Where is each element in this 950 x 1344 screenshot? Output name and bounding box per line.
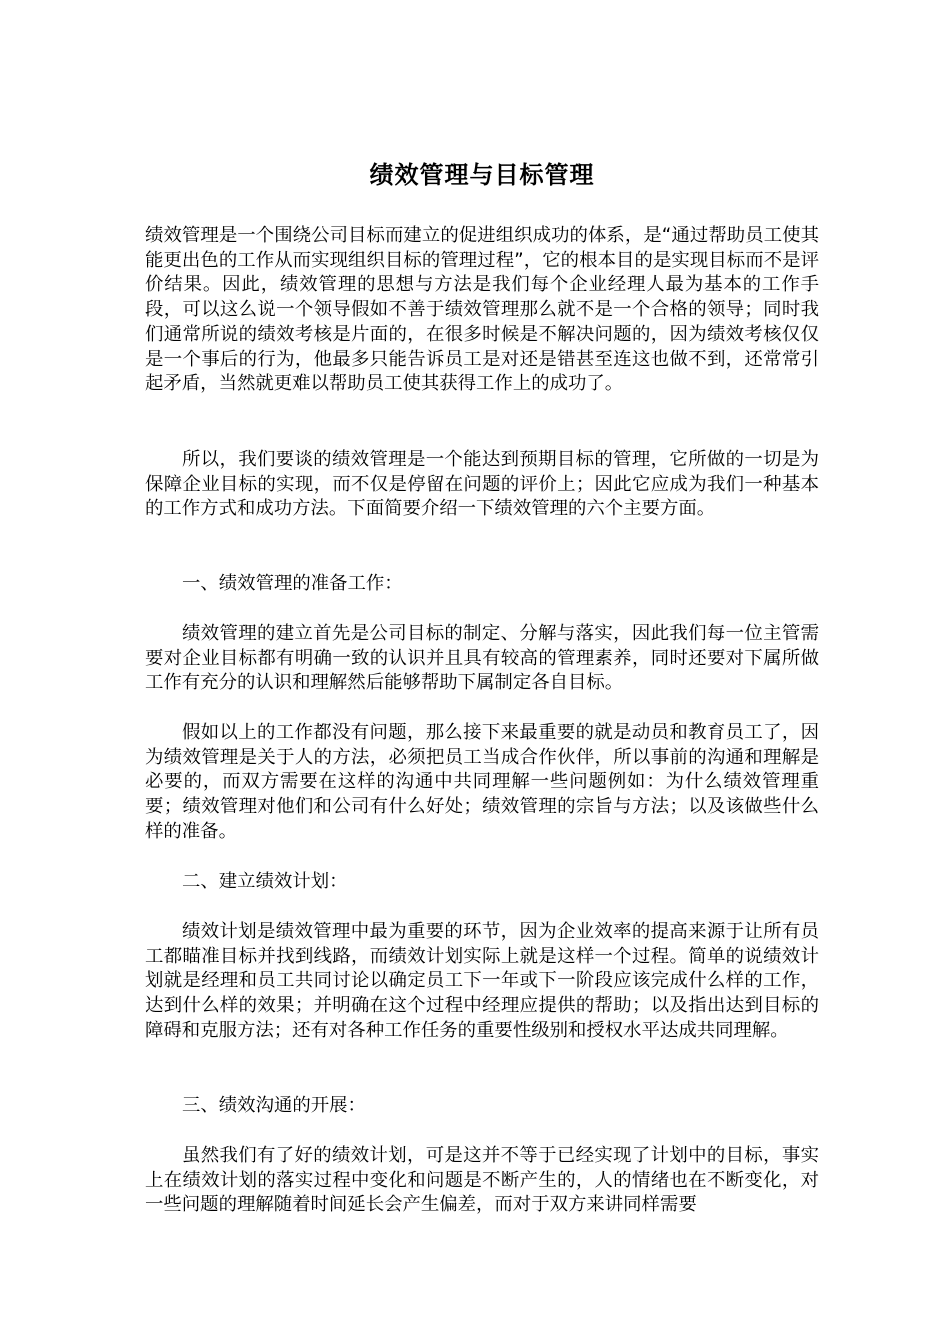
document-title: 绩效管理与目标管理 — [369, 161, 595, 189]
preparation-paragraph-1: 绩效管理的建立首先是公司目标的制定、分解与落实，因此我们每一位主管需要对企业目标都有明确一致的认识并且具有较高的管理素养，同时还要对下属所做工作有充分的认识和理解然后能够帮助下属制定各自目标。 — [145, 623, 819, 694]
section-heading-communication: 三、绩效沟通的开展： — [182, 1095, 366, 1116]
communication-paragraph: 虽然我们有了好的绩效计划，可是这并不等于已经实现了计划中的目标，事实上在绩效计划的落实过程中变化和问题是不断产生的，人的情绪也在不断变化，对一些问题的理解随着时间延长会产生偏差，而对于双方来讲同样需要 — [145, 1145, 819, 1216]
intro-paragraph: 绩效管理是一个围绕公司目标而建立的促进组织成功的体系，是“通过帮助员工使其能更出色的工作从而实现组织目标的管理过程”，它的根本目的是实现目标而不是评价结果。因此，绩效管理的思想与方法是我们每个企业经理人最为基本的工作手段，可以这么说一个领导假如不善于绩效管理那么就不是一个合格的领导；同时我们通常所说的绩效考核是片面的，在很多时候是不解决问题的，因为绩效考核仅仅是一个事后的行为，他最多只能告诉员工是对还是错甚至连这也做不到，还常常引起矛盾，当然就更难以帮助员工使其获得工作上的成功了。 — [145, 225, 819, 395]
section-heading-preparation: 一、绩效管理的准备工作： — [182, 573, 403, 594]
document-page — [145, 0, 819, 1344]
plan-paragraph: 绩效计划是绩效管理中最为重要的环节，因为企业效率的提高来源于让所有员工都瞄准目标并找到线路，而绩效计划实际上就是这样一个过程。简单的说绩效计划就是经理和员工共同讨论以确定员工下一年或下一阶段应该完成什么样的工作，达到什么样的效果；并明确在这个过程中经理应提供的帮助；以及指出达到目标的障碍和克服方法；还有对各种工作任务的重要性级别和授权水平达成共同理解。 — [145, 921, 819, 1041]
preparation-paragraph-2: 假如以上的工作都没有问题，那么接下来最重要的就是动员和教育员工了，因为绩效管理是关于人的方法，必须把员工当成合作伙伴，所以事前的沟通和理解是必要的，而双方需要在这样的沟通中共同理解一些问题例如：为什么绩效管理重要；绩效管理对他们和公司有什么好处；绩效管理的宗旨与方法；以及该做些什么样的准备。 — [145, 722, 819, 842]
overview-paragraph: 所以，我们要谈的绩效管理是一个能达到预期目标的管理，它所做的一切是为保障企业目标的实现，而不仅是停留在问题的评价上；因此它应成为我们一种基本的工作方式和成功方法。下面简要介绍一下绩效管理的六个主要方面。 — [145, 449, 819, 520]
section-heading-plan: 二、建立绩效计划： — [182, 871, 348, 892]
